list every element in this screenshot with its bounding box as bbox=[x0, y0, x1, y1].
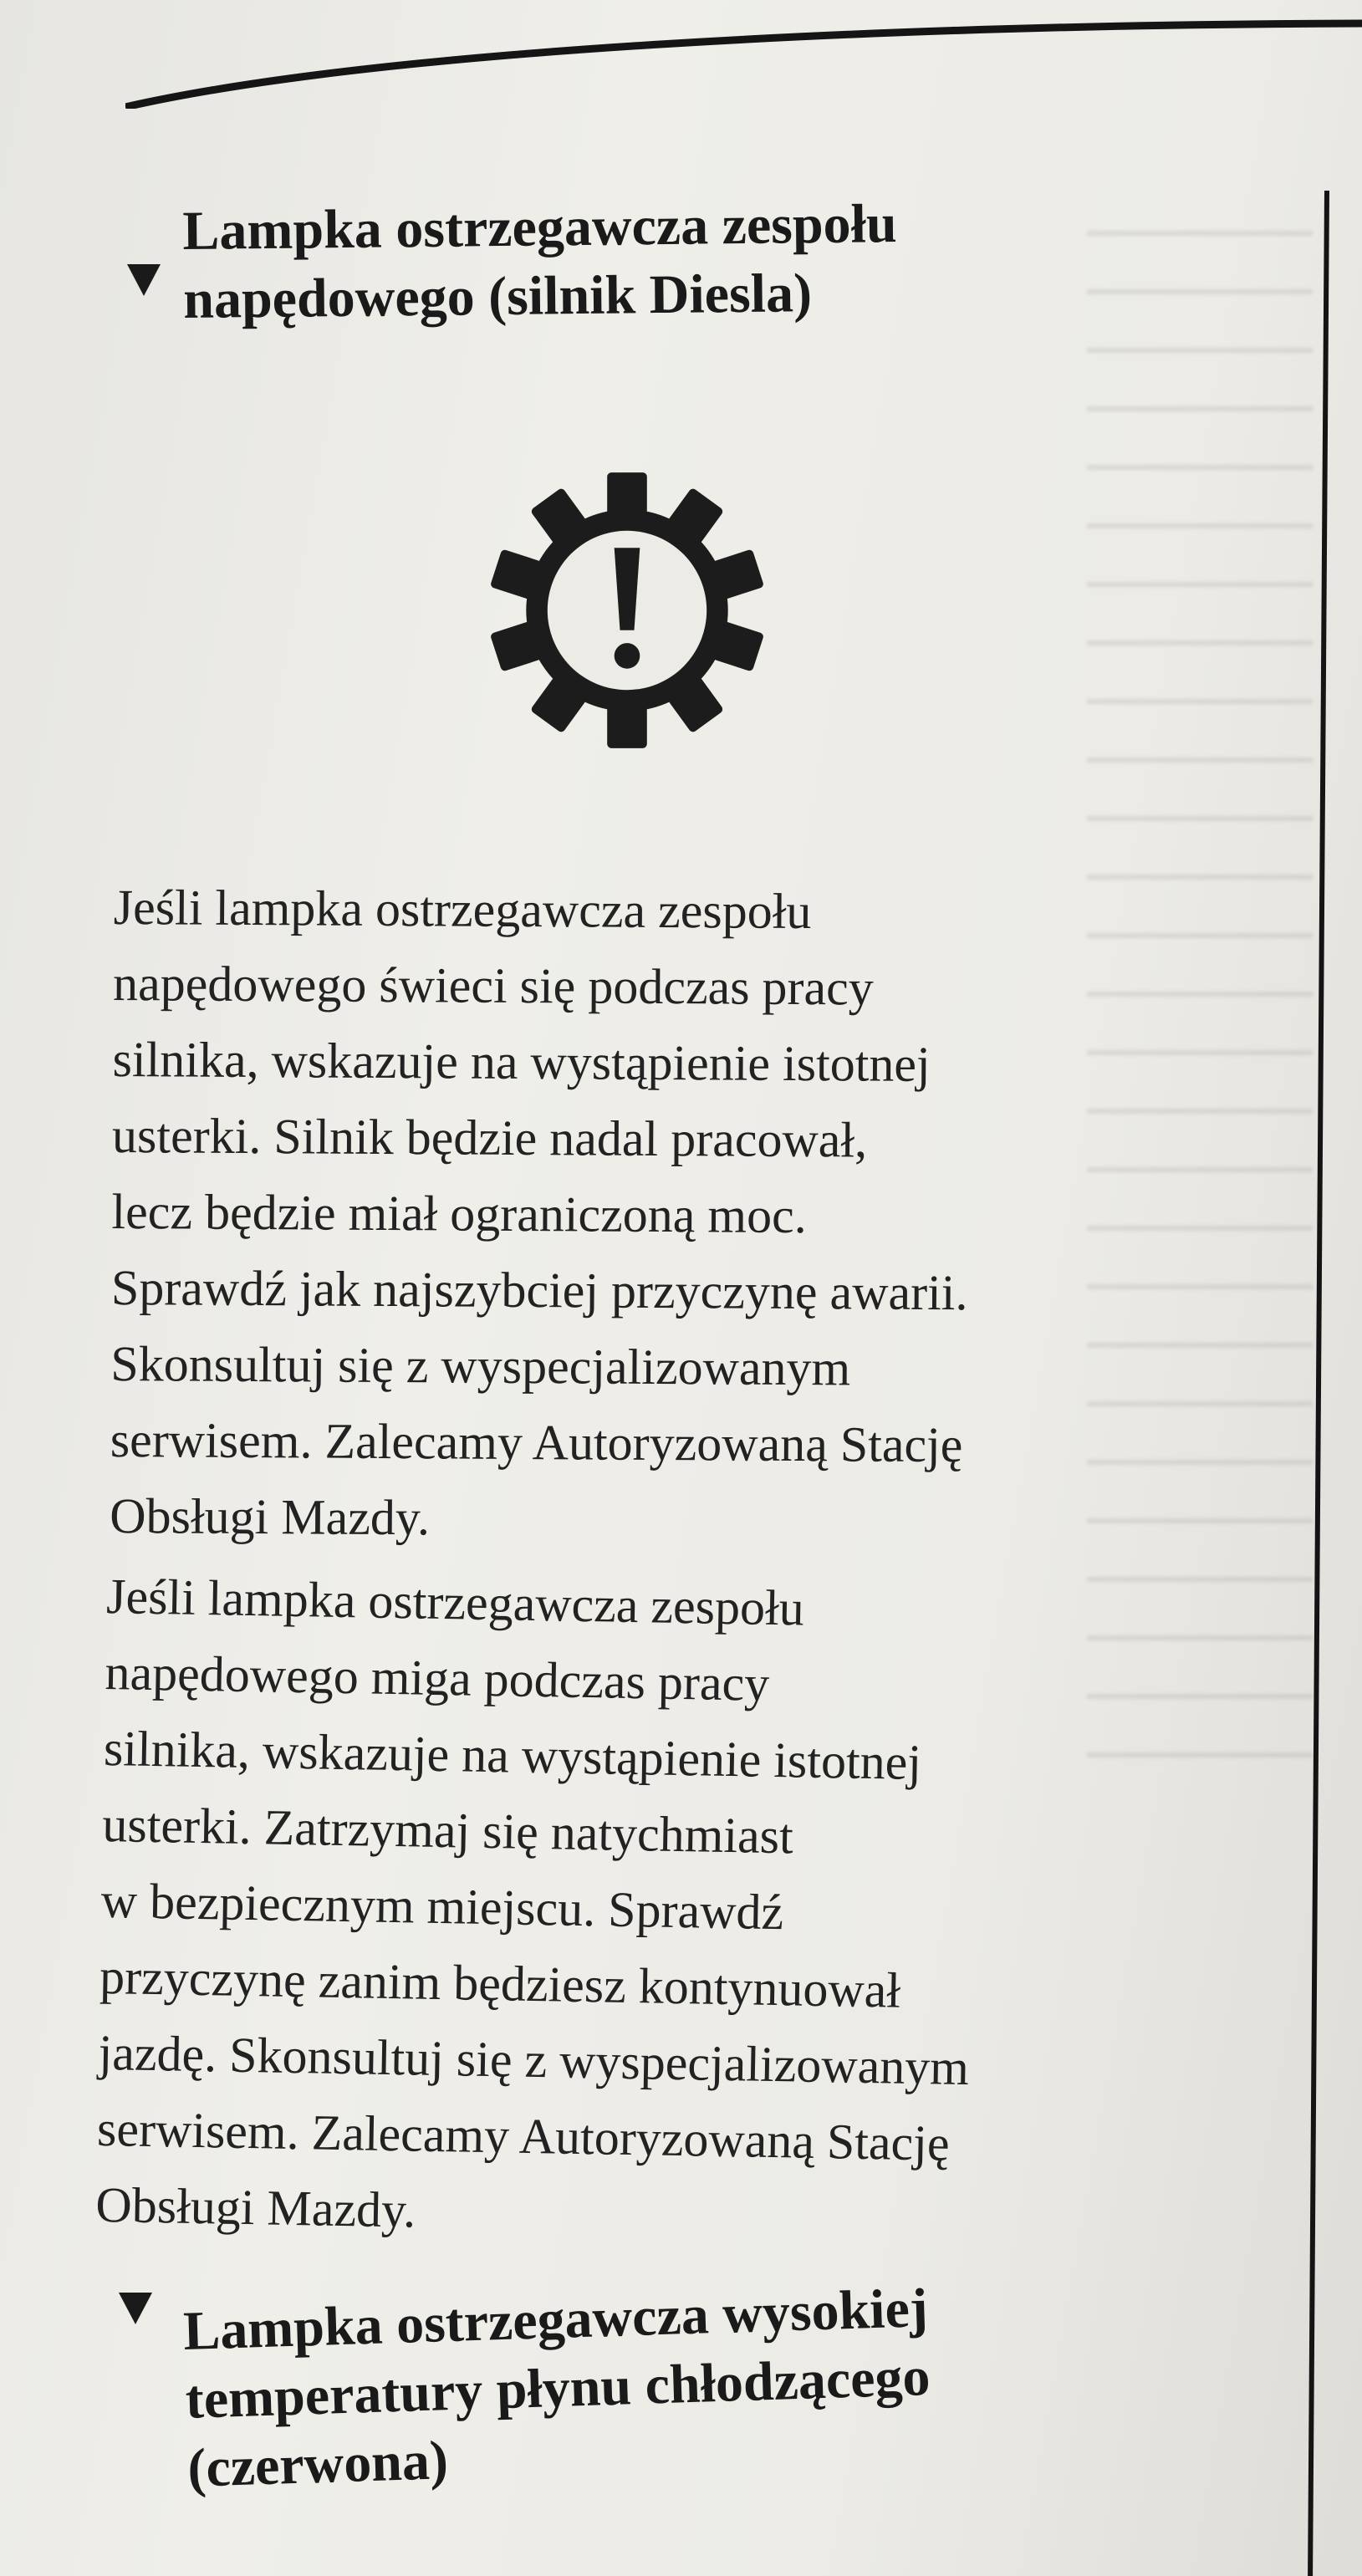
text-line: usterki. Zatrzymaj się natychmiast bbox=[101, 1796, 794, 1864]
text-line: przyczynę zanim będziesz kontynuował bbox=[99, 1948, 901, 2018]
top-rule-line bbox=[125, 17, 1362, 109]
heading-line: napędowego (silnik Diesla) bbox=[182, 263, 813, 330]
section-heading-coolant-temperature bbox=[182, 2263, 1275, 2503]
text-line: Sprawdź jak najszybciej przyczynę awarii. bbox=[110, 1259, 968, 1321]
text-line: serwisem. Zalecamy Autoryzowaną Stację bbox=[110, 1411, 963, 1473]
text-line: w bezpiecznym miejscu. Sprawdź bbox=[100, 1872, 784, 1941]
section-heading-powertrain-diesel bbox=[182, 186, 1254, 334]
text-line: napędowego świeci się podczas pracy bbox=[112, 955, 874, 1016]
section-bullet-triangle-icon bbox=[127, 264, 161, 296]
text-line: Jeśli lampka ostrzegawcza zespołu bbox=[113, 879, 812, 940]
text-line: Obsługi Mazdy. bbox=[110, 1487, 431, 1546]
paragraph-steady-light bbox=[110, 870, 1301, 1562]
heading-line: temperatury płynu chłodzącego bbox=[184, 2345, 931, 2431]
section-bullet-triangle-icon bbox=[119, 2293, 152, 2324]
text-line: usterki. Silnik będzie nadal pracował, bbox=[111, 1107, 868, 1168]
heading-line: Lampka ostrzegawcza zespołu bbox=[182, 193, 897, 262]
text-line: Jeśli lampka ostrzegawcza zespołu bbox=[105, 1568, 805, 1636]
powertrain-warning-gear-icon bbox=[485, 468, 769, 752]
heading-line: (czerwona) bbox=[186, 2430, 449, 2499]
text-line: napędowego miga podczas pracy bbox=[105, 1644, 770, 1711]
text-line: silnika, wskazuje na wystąpienie istotnej bbox=[112, 1031, 931, 1092]
text-line: silnika, wskazuje na wystąpienie istotnej bbox=[103, 1720, 922, 1791]
text-line: Skonsultuj się z wyspecjalizowanym bbox=[110, 1335, 851, 1396]
text-line: jazdę. Skonsultuj się z wyspecjalizowanym bbox=[98, 2024, 970, 2096]
paragraph-flashing-light bbox=[95, 1558, 1294, 2264]
text-line: Obsługi Mazdy. bbox=[94, 2176, 416, 2238]
text-line: serwisem. Zalecamy Autoryzowaną Stację bbox=[96, 2100, 951, 2171]
heading-line: Lampka ostrzegawcza wysokiej bbox=[182, 2278, 929, 2362]
text-line: lecz będzie miał ograniczoną moc. bbox=[111, 1183, 807, 1244]
